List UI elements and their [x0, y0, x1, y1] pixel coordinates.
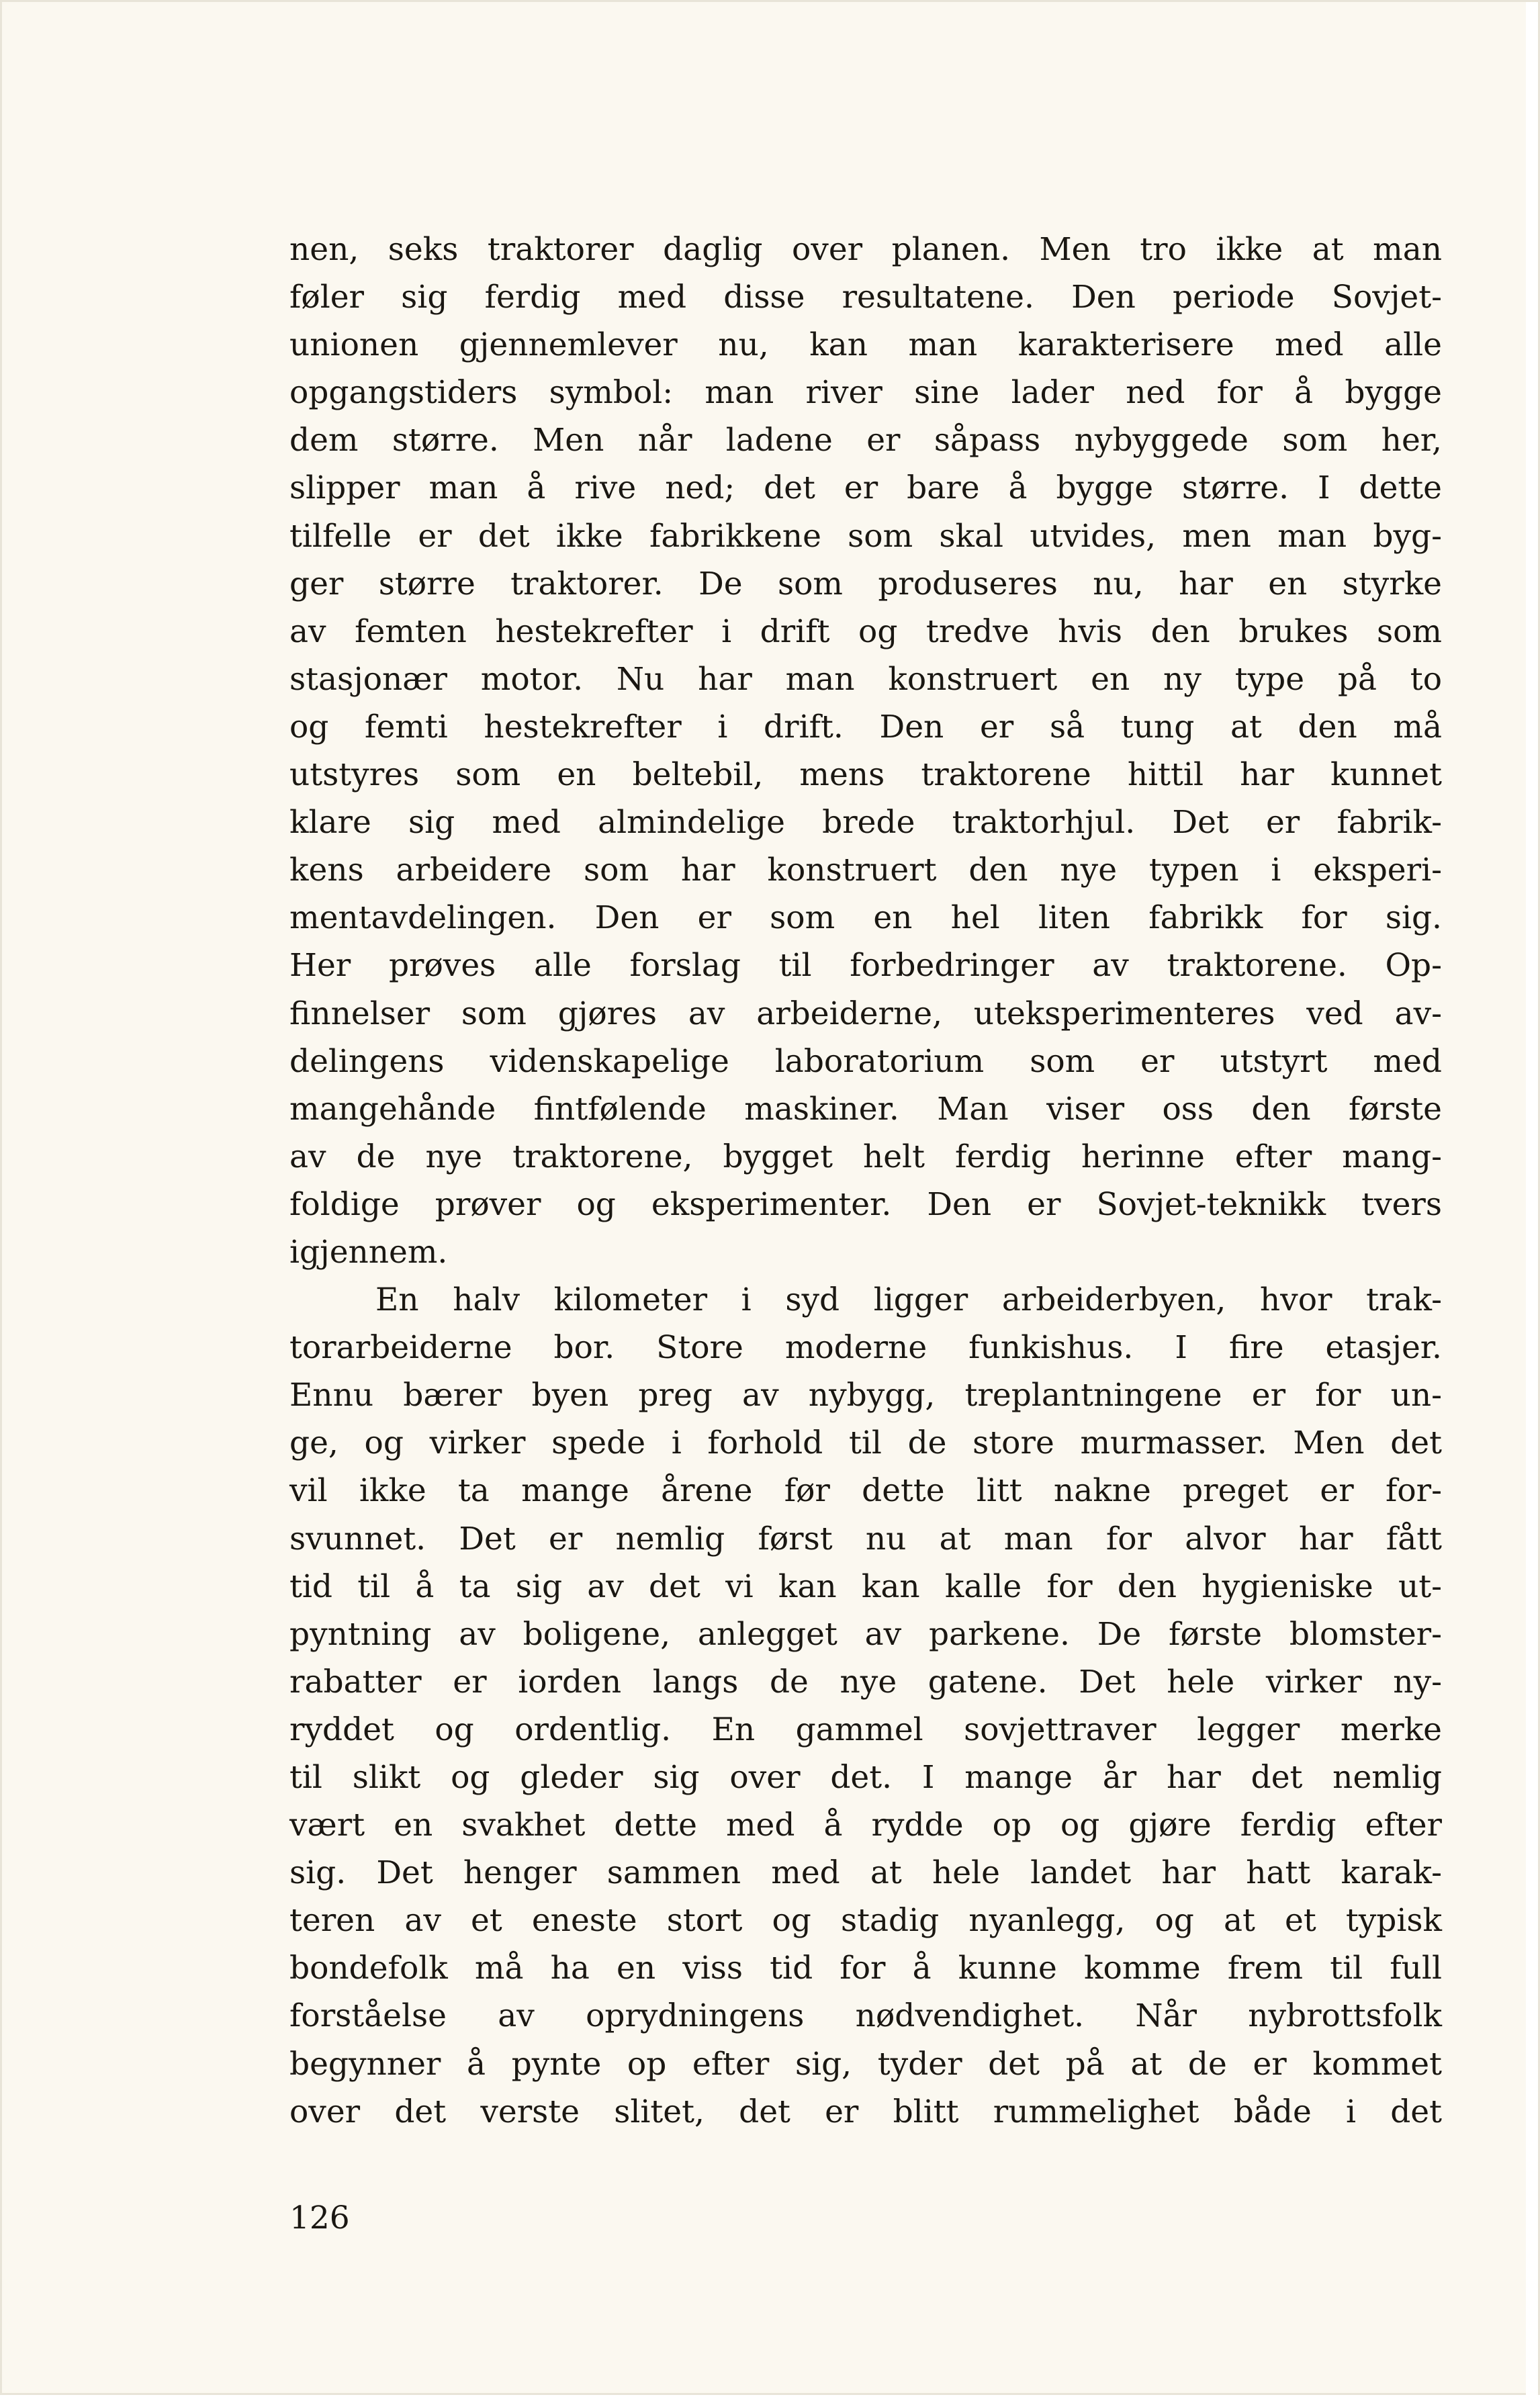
text-line: sig. Det henger sammen med at hele landet har hatt karak-	[289, 1854, 1442, 1892]
text-line: finnelser som gjøres av arbeiderne, uteksperimenteres ved av-	[289, 995, 1442, 1032]
body-text	[289, 226, 1442, 2136]
text-line: føler sig ferdig med disse resultatene. Den periode Sovjet-	[289, 279, 1442, 316]
text-line: til slikt og gleder sig over det. I mange år har det nemlig	[289, 1759, 1442, 1796]
text-line: kens arbeidere som har konstruert den nye typen i eksperi-	[289, 852, 1442, 889]
text-line: forståelse av oprydningens nødvendighet. Når nybrottsfolk	[289, 1997, 1442, 2035]
text-line: utstyres som en beltebil, mens traktorene hittil har kunnet	[289, 756, 1442, 794]
paragraph	[289, 226, 1442, 1276]
text-line: teren av et eneste stort og stadig nyanlegg, og at et typisk	[289, 1902, 1442, 1940]
page-number: 126	[289, 2200, 350, 2236]
text-line: svunnet. Det er nemlig først nu at man for alvor har fått	[289, 1520, 1442, 1557]
text-line: over det verste slitet, det er blitt rummelighet både i det	[289, 2093, 1442, 2130]
text-line: tilfelle er det ikke fabrikkene som skal utvides, men man byg-	[289, 517, 1442, 555]
text-line: mentavdelingen. Den er som en hel liten fabrikk for sig.	[289, 899, 1442, 937]
text-line: bondefolk må ha en viss tid for å kunne komme frem til full	[289, 1950, 1442, 1987]
text-line: igjennem.	[289, 1233, 448, 1271]
text-line: Her prøves alle forslag til forbedringer av traktorene. Op-	[289, 947, 1442, 985]
text-line: mangehånde fintfølende maskiner. Man viser oss den første	[289, 1090, 1442, 1128]
text-line: begynner å pynte op efter sig, tyder det på at de er kommet	[289, 2045, 1442, 2083]
text-line: ryddet og ordentlig. En gammel sovjettraver legger merke	[289, 1711, 1442, 1748]
text-line: En halv kilometer i syd ligger arbeiderbyen, hvor trak-	[375, 1281, 1442, 1319]
text-line: foldige prøver og eksperimenter. Den er Sovjet-teknikk tvers	[289, 1185, 1442, 1223]
text-line: torarbeiderne bor. Store moderne funkishus. I fire etasjer.	[289, 1329, 1442, 1367]
text-line: delingens videnskapelige laboratorium som er utstyrt med	[289, 1042, 1442, 1080]
text-line: av de nye traktorene, bygget helt ferdig herinne efter mang-	[289, 1138, 1442, 1175]
text-line: pyntning av boligene, anlegget av parkene. De første blomster-	[289, 1615, 1442, 1653]
text-line: slipper man å rive ned; det er bare å bygge større. I dette	[289, 469, 1442, 507]
text-line: unionen gjennemlever nu, kan man karakterisere med alle	[289, 326, 1442, 364]
page-edge	[1526, 2, 1538, 2397]
text-line: tid til å ta sig av det vi kan kan kalle for den hygieniske ut-	[289, 1568, 1442, 1605]
text-line: vil ikke ta mange årene før dette litt nakne preget er for-	[289, 1472, 1442, 1510]
text-line: ger større traktorer. De som produseres nu, har en styrke	[289, 565, 1442, 602]
text-line: av femten hestekrefter i drift og tredve hvis den brukes som	[289, 613, 1442, 650]
paragraph	[289, 1276, 1442, 2136]
text-line: og femti hestekrefter i drift. Den er så tung at den må	[289, 708, 1442, 745]
text-line: ge, og virker spede i forhold til de store murmasser. Men det	[289, 1424, 1442, 1462]
text-line: opgangstiders symbol: man river sine lader ned for å bygge	[289, 374, 1442, 412]
text-line: vært en svakhet dette med å rydde op og gjøre ferdig efter	[289, 1807, 1442, 1844]
text-line: klare sig med almindelige brede traktorhjul. Det er fabrik-	[289, 804, 1442, 842]
text-line: rabatter er iorden langs de nye gatene. Det hele virker ny-	[289, 1663, 1442, 1701]
text-line: Ennu bærer byen preg av nybygg, treplantningene er for un-	[289, 1377, 1442, 1414]
text-line: stasjonær motor. Nu har man konstruert en ny type på to	[289, 660, 1442, 698]
text-line: dem større. Men når ladene er såpass nybyggede som her,	[289, 422, 1442, 459]
text-line: nen, seks traktorer daglig over planen. Men tro ikke at man	[289, 231, 1442, 268]
